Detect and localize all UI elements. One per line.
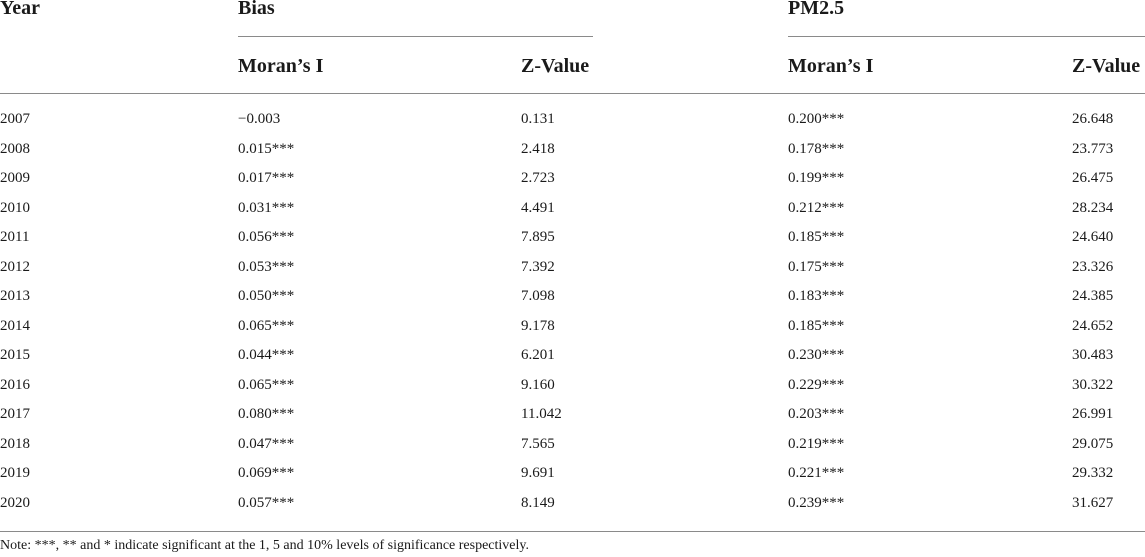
cell-bias-morans-i: 0.050*** [238,288,295,304]
cell-pm25-z-value: 23.773 [1072,140,1114,157]
cell-pm25-morans-i: 0.199*** [788,170,845,186]
cell-pm25-morans-i: 0.185*** [788,229,845,245]
cell-year: 2013 [0,288,30,304]
header-year: Year [0,0,40,19]
cell-year: 2020 [0,494,30,511]
cell-bias-morans-i: 0.017*** [238,170,295,186]
cell-bias-z-value: 9.178 [521,317,555,334]
cell-bias-morans-i: 0.031*** [238,199,295,216]
header-pm25-morans-i: Moran’s I [788,55,874,77]
cell-bias-z-value: 9.160 [521,376,555,393]
cell-year: 2007 [0,111,30,127]
cell-bias-z-value: 7.098 [521,288,555,304]
cell-bias-morans-i: 0.056*** [238,229,295,245]
cell-pm25-z-value: 28.234 [1072,199,1114,216]
cell-year: 2014 [0,317,30,334]
cell-year: 2016 [0,376,30,393]
cell-bias-z-value: 4.491 [521,199,555,216]
cell-bias-z-value: 0.131 [521,111,555,127]
cell-pm25-morans-i: 0.183*** [788,288,845,304]
cell-bias-morans-i: 0.057*** [238,494,295,511]
cell-pm25-morans-i: 0.219*** [788,435,845,452]
bias-group-rule [238,36,593,37]
header-pm25-z-value: Z-Value [1072,55,1141,77]
cell-pm25-morans-i: 0.178*** [788,140,845,157]
cell-bias-z-value: 2.418 [521,140,555,157]
cell-year: 2008 [0,140,30,157]
table-note: Note: ***, ** and * indicate significant at the 1, 5 and 10% levels of significance respectively. [0,538,529,553]
cell-bias-morans-i: 0.044*** [238,347,295,363]
cell-year: 2017 [0,406,30,422]
cell-bias-morans-i: 0.080*** [238,406,295,422]
cell-pm25-morans-i: 0.185*** [788,317,845,334]
cell-year: 2019 [0,465,30,481]
cell-pm25-z-value: 30.322 [1072,376,1114,393]
cell-bias-z-value: 7.392 [521,258,555,275]
cell-year: 2010 [0,199,30,216]
cell-pm25-morans-i: 0.200*** [788,111,845,127]
cell-bias-morans-i: 0.015*** [238,140,295,157]
header-bottom-rule [0,93,1145,94]
cell-year: 2012 [0,258,30,275]
cell-pm25-z-value: 26.648 [1072,111,1114,127]
cell-pm25-morans-i: 0.230*** [788,347,845,363]
cell-bias-z-value: 9.691 [521,465,555,481]
cell-bias-morans-i: 0.047*** [238,435,295,452]
cell-bias-morans-i: 0.069*** [238,465,295,481]
cell-pm25-z-value: 29.332 [1072,465,1114,481]
cell-year: 2015 [0,347,30,363]
cell-pm25-z-value: 23.326 [1072,258,1114,275]
table-bottom-rule [0,531,1145,532]
cell-pm25-morans-i: 0.221*** [788,465,845,481]
cell-bias-z-value: 6.201 [521,347,555,363]
cell-bias-morans-i: 0.065*** [238,376,295,393]
cell-pm25-z-value: 24.640 [1072,229,1114,245]
cell-pm25-morans-i: 0.239*** [788,494,845,511]
cell-year: 2018 [0,435,30,452]
cell-bias-morans-i: 0.065*** [238,317,295,334]
cell-pm25-morans-i: 0.229*** [788,376,845,393]
header-group-pm25: PM2.5 [788,0,845,19]
cell-bias-morans-i: 0.053*** [238,258,295,275]
cell-pm25-z-value: 26.991 [1072,406,1114,422]
cell-pm25-z-value: 24.652 [1072,317,1114,334]
cell-pm25-morans-i: 0.175*** [788,258,845,275]
cell-bias-z-value: 7.895 [521,229,555,245]
cell-pm25-z-value: 30.483 [1072,347,1114,363]
cell-pm25-morans-i: 0.212*** [788,199,845,216]
cell-bias-z-value: 7.565 [521,435,555,452]
header-bias-morans-i: Moran’s I [238,55,324,77]
cell-bias-z-value: 8.149 [521,494,555,511]
cell-pm25-z-value: 24.385 [1072,288,1114,304]
cell-year: 2011 [0,229,30,245]
cell-pm25-morans-i: 0.203*** [788,406,845,422]
cell-bias-z-value: 2.723 [521,170,555,186]
header-bias-z-value: Z-Value [521,55,590,77]
header-group-bias: Bias [238,0,275,19]
cell-bias-morans-i: −0.003 [238,111,281,127]
cell-bias-z-value: 11.042 [521,406,562,422]
cell-pm25-z-value: 31.627 [1072,494,1114,511]
cell-pm25-z-value: 26.475 [1072,170,1114,186]
cell-year: 2009 [0,170,30,186]
cell-pm25-z-value: 29.075 [1072,435,1114,452]
pm25-group-rule [788,36,1145,37]
